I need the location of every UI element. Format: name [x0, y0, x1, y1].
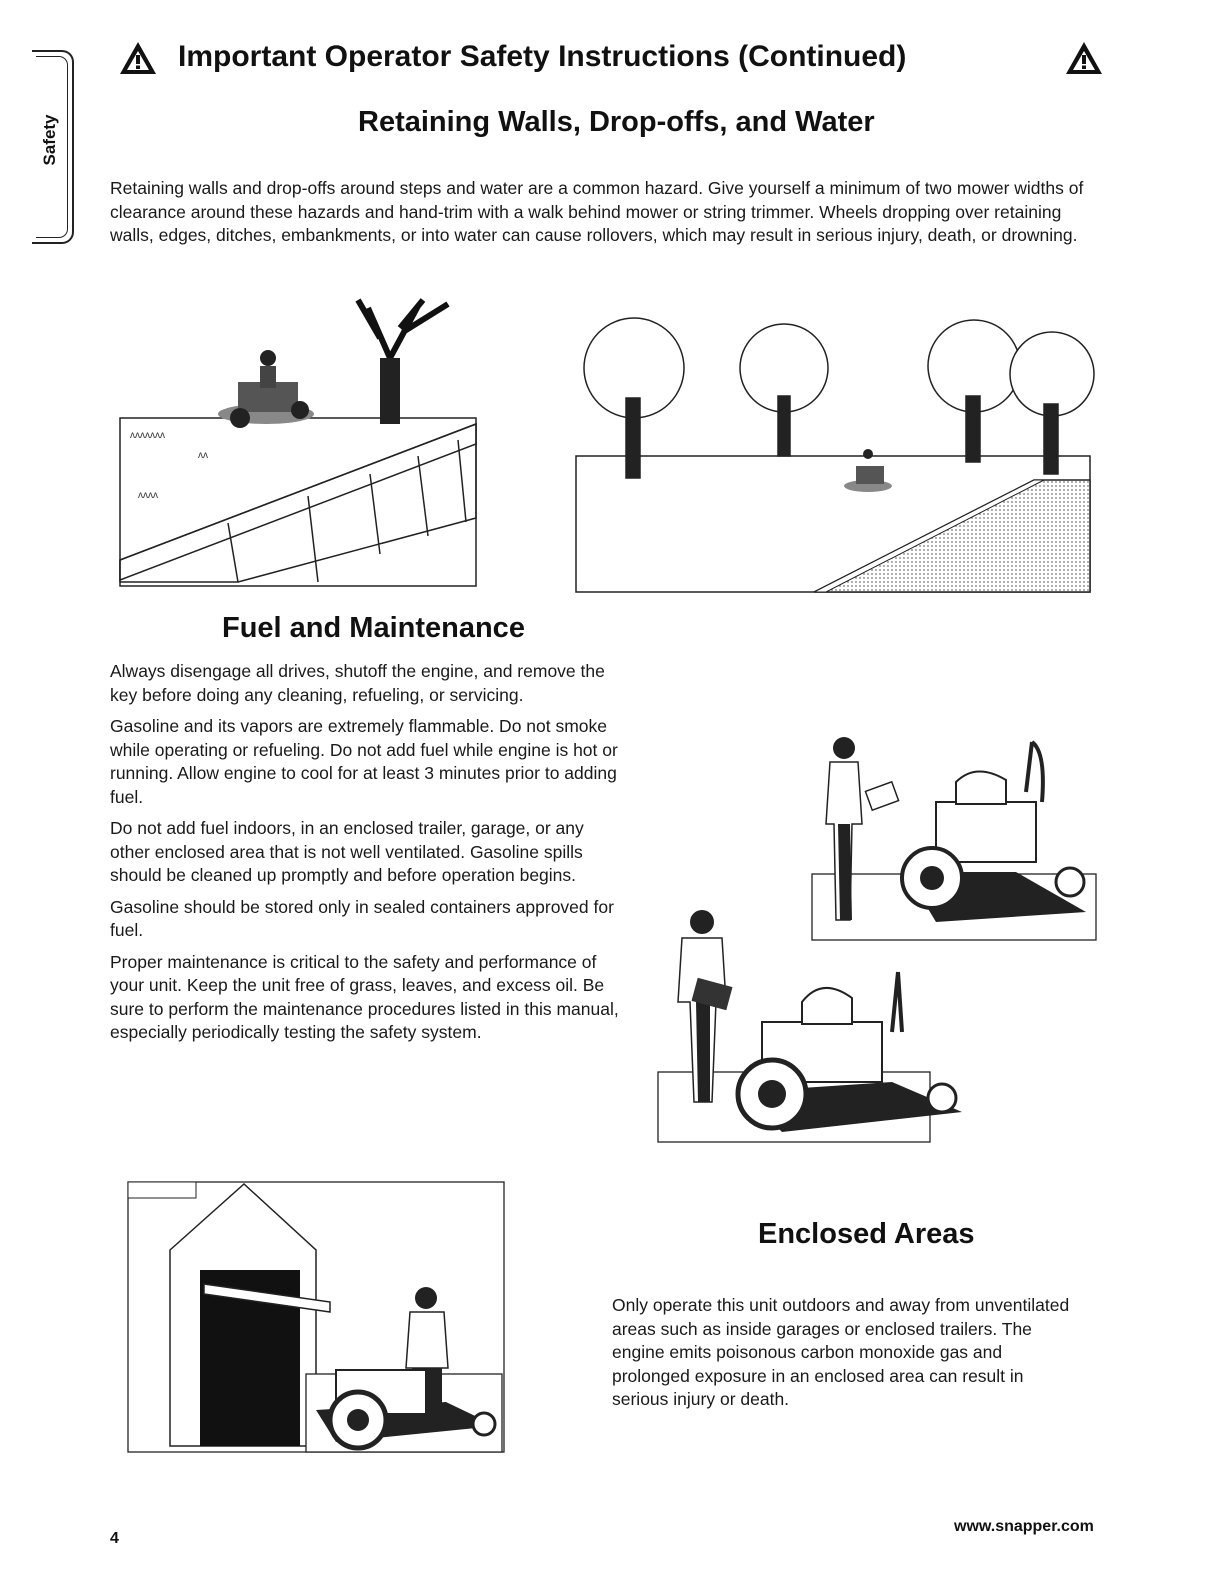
- warning-triangle-icon: [118, 40, 158, 76]
- fuel-paragraph: Do not add fuel indoors, in an enclosed trailer, garage, or any other enclosed area that is not well ventilated. Gasoline spills should be cleaned up promptly and before operation begins.: [110, 818, 584, 885]
- fuel-paragraph: Gasoline and its vapors are extremely flammable. Do not smoke while operating or refueling. Do not add fuel while engine is hot or running. Allow engine to cool for at least 3 minutes prior to adding fuel.: [110, 716, 618, 807]
- enclosed-heading: Enclosed Areas: [758, 1218, 975, 1250]
- warning-triangle-icon: [1064, 40, 1104, 76]
- fuel-heading: Fuel and Maintenance: [222, 612, 525, 644]
- fuel-paragraph: Proper maintenance is critical to the safety and performance of your unit. Keep the unit free of grass, leaves, and excess oil. Be sure to perform the maintenance procedures listed in this manual, especially periodically testing the safety system.: [110, 951, 619, 1042]
- fuel-paragraph: Gasoline should be stored only in sealed containers approved for fuel.: [110, 896, 614, 940]
- svg-text:ᴧᴧᴧᴧᴧᴧᴧ: ᴧᴧᴧᴧᴧᴧᴧ: [130, 430, 165, 441]
- footer-url: www.snapper.com: [954, 1518, 1094, 1535]
- page-number: 4: [110, 1530, 119, 1547]
- garage-illustration: [126, 1180, 506, 1456]
- side-tab-label: Safety: [40, 114, 59, 166]
- retaining-heading: Retaining Walls, Drop-offs, and Water: [358, 106, 875, 138]
- retaining-text: Retaining walls and drop-offs around steps and water are a common hazard. Give yourself a minimum of two mower widths of clearance around these hazards and hand-trim with a walk behind mower or string trimmer. Wheels dropping over retaining walls, edges, ditches, embankments, or into water can cause rollovers, which may result in serious injury, death, or drowning.: [110, 178, 1084, 245]
- refueling-illustration: [652, 902, 934, 1144]
- fuel-paragraph: Always disengage all drives, shutoff the engine, and remove the key before doing any cleaning, refueling, or servicing.: [110, 661, 605, 705]
- retaining-wall-illustration: [118, 298, 480, 588]
- water-dropoff-illustration: [574, 308, 1092, 594]
- page-title: Important Operator Safety Instructions (Continued): [178, 40, 907, 73]
- svg-text:ᴧᴧᴧᴧ: ᴧᴧᴧᴧ: [138, 490, 158, 501]
- fuel-text-block: [110, 660, 620, 1053]
- enclosed-text: Only operate this unit outdoors and away from unventilated areas such as inside garages or enclosed trailers. The engine emits poisonous carbon monoxide gas and prolonged exposure in an enclosed area can result in serious injury or death.: [612, 1295, 1070, 1409]
- svg-text:ᴧᴧ: ᴧᴧ: [198, 450, 208, 461]
